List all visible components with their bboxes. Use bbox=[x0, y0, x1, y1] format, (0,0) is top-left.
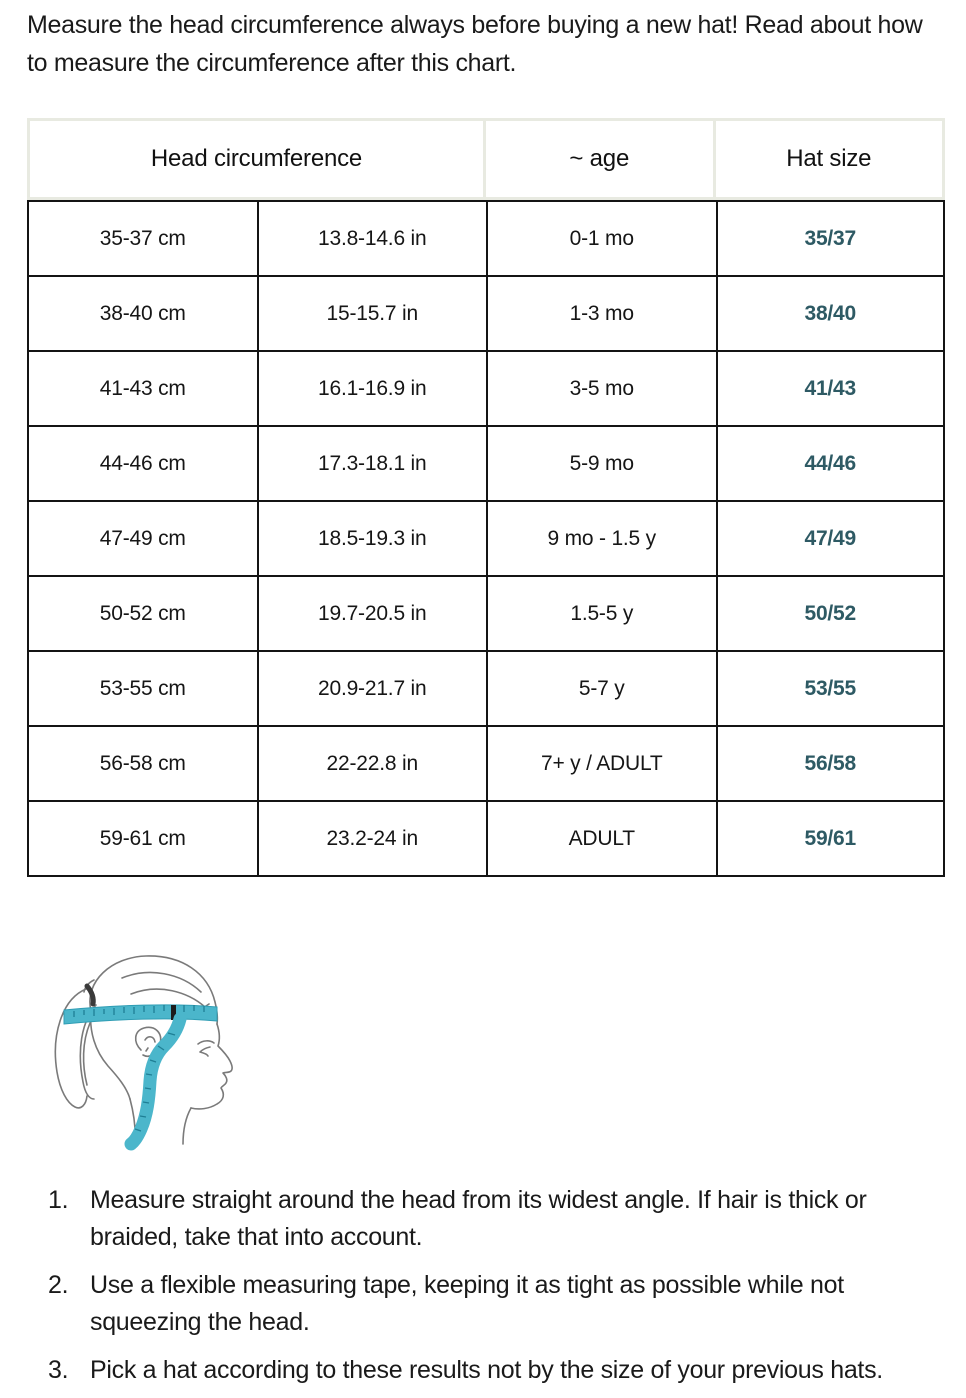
cell-cm: 50-52 cm bbox=[27, 575, 257, 650]
cell-age: 9 mo - 1.5 y bbox=[486, 500, 716, 575]
instruction-number: 3. bbox=[48, 1356, 69, 1384]
table-row bbox=[27, 350, 945, 425]
head-measurement-illustration bbox=[33, 947, 245, 1152]
cell-age: ADULT bbox=[486, 800, 716, 877]
instruction-item bbox=[27, 1352, 939, 1389]
cell-cm: 56-58 cm bbox=[27, 725, 257, 800]
cell-in: 19.7-20.5 in bbox=[257, 575, 487, 650]
cell-hat-size: 38/40 bbox=[716, 275, 946, 350]
cell-age: 0-1 mo bbox=[486, 200, 716, 275]
cell-cm: 53-55 cm bbox=[27, 650, 257, 725]
table-row bbox=[27, 200, 945, 275]
cell-hat-size: 41/43 bbox=[716, 350, 946, 425]
cell-age: 1.5-5 y bbox=[486, 575, 716, 650]
table-row bbox=[27, 500, 945, 575]
instruction-text: Measure straight around the head from its widest angle. If hair is thick or braided, take that into account. bbox=[90, 1186, 867, 1251]
head-profile-measuring-tape-icon bbox=[33, 947, 245, 1152]
cell-in: 20.9-21.7 in bbox=[257, 650, 487, 725]
cell-cm: 59-61 cm bbox=[27, 800, 257, 877]
cell-age: 5-7 y bbox=[486, 650, 716, 725]
cell-hat-size: 44/46 bbox=[716, 425, 946, 500]
cell-hat-size: 56/58 bbox=[716, 725, 946, 800]
instruction-item bbox=[27, 1182, 939, 1256]
cell-age: 3-5 mo bbox=[486, 350, 716, 425]
cell-cm: 35-37 cm bbox=[27, 200, 257, 275]
table-row bbox=[27, 425, 945, 500]
cell-hat-size: 53/55 bbox=[716, 650, 946, 725]
cell-in: 18.5-19.3 in bbox=[257, 500, 487, 575]
table-body bbox=[27, 200, 945, 877]
table-header-row bbox=[27, 118, 945, 200]
header-head-circumference: Head circumference bbox=[27, 118, 486, 200]
cell-in: 16.1-16.9 in bbox=[257, 350, 487, 425]
header-hat-size: Hat size bbox=[716, 118, 946, 200]
cell-age: 1-3 mo bbox=[486, 275, 716, 350]
instruction-number: 1. bbox=[48, 1186, 69, 1214]
cell-in: 15-15.7 in bbox=[257, 275, 487, 350]
cell-cm: 44-46 cm bbox=[27, 425, 257, 500]
instruction-text: Pick a hat according to these results not by the size of your previous hats. bbox=[90, 1356, 883, 1384]
table-row bbox=[27, 800, 945, 877]
instruction-text: Use a flexible measuring tape, keeping it as tight as possible while not squeezing the head. bbox=[90, 1271, 844, 1336]
cell-hat-size: 47/49 bbox=[716, 500, 946, 575]
instruction-item bbox=[27, 1267, 939, 1341]
cell-hat-size: 50/52 bbox=[716, 575, 946, 650]
cell-hat-size: 59/61 bbox=[716, 800, 946, 877]
cell-in: 23.2-24 in bbox=[257, 800, 487, 877]
instructions-list bbox=[27, 1182, 939, 1389]
intro-text: Measure the head circumference always before buying a new hat! Read about how to measure the circumference after this chart. bbox=[27, 11, 923, 77]
cell-in: 22-22.8 in bbox=[257, 725, 487, 800]
cell-age: 7+ y / ADULT bbox=[486, 725, 716, 800]
table-row bbox=[27, 725, 945, 800]
cell-in: 17.3-18.1 in bbox=[257, 425, 487, 500]
table-row bbox=[27, 575, 945, 650]
cell-age: 5-9 mo bbox=[486, 425, 716, 500]
cell-in: 13.8-14.6 in bbox=[257, 200, 487, 275]
cell-cm: 38-40 cm bbox=[27, 275, 257, 350]
cell-cm: 47-49 cm bbox=[27, 500, 257, 575]
table-row bbox=[27, 650, 945, 725]
hat-size-table bbox=[27, 118, 945, 877]
cell-cm: 41-43 cm bbox=[27, 350, 257, 425]
header-age: ~ age bbox=[486, 118, 716, 200]
table-header bbox=[27, 118, 945, 200]
cell-hat-size: 35/37 bbox=[716, 200, 946, 275]
instruction-number: 2. bbox=[48, 1271, 69, 1299]
table-row bbox=[27, 275, 945, 350]
